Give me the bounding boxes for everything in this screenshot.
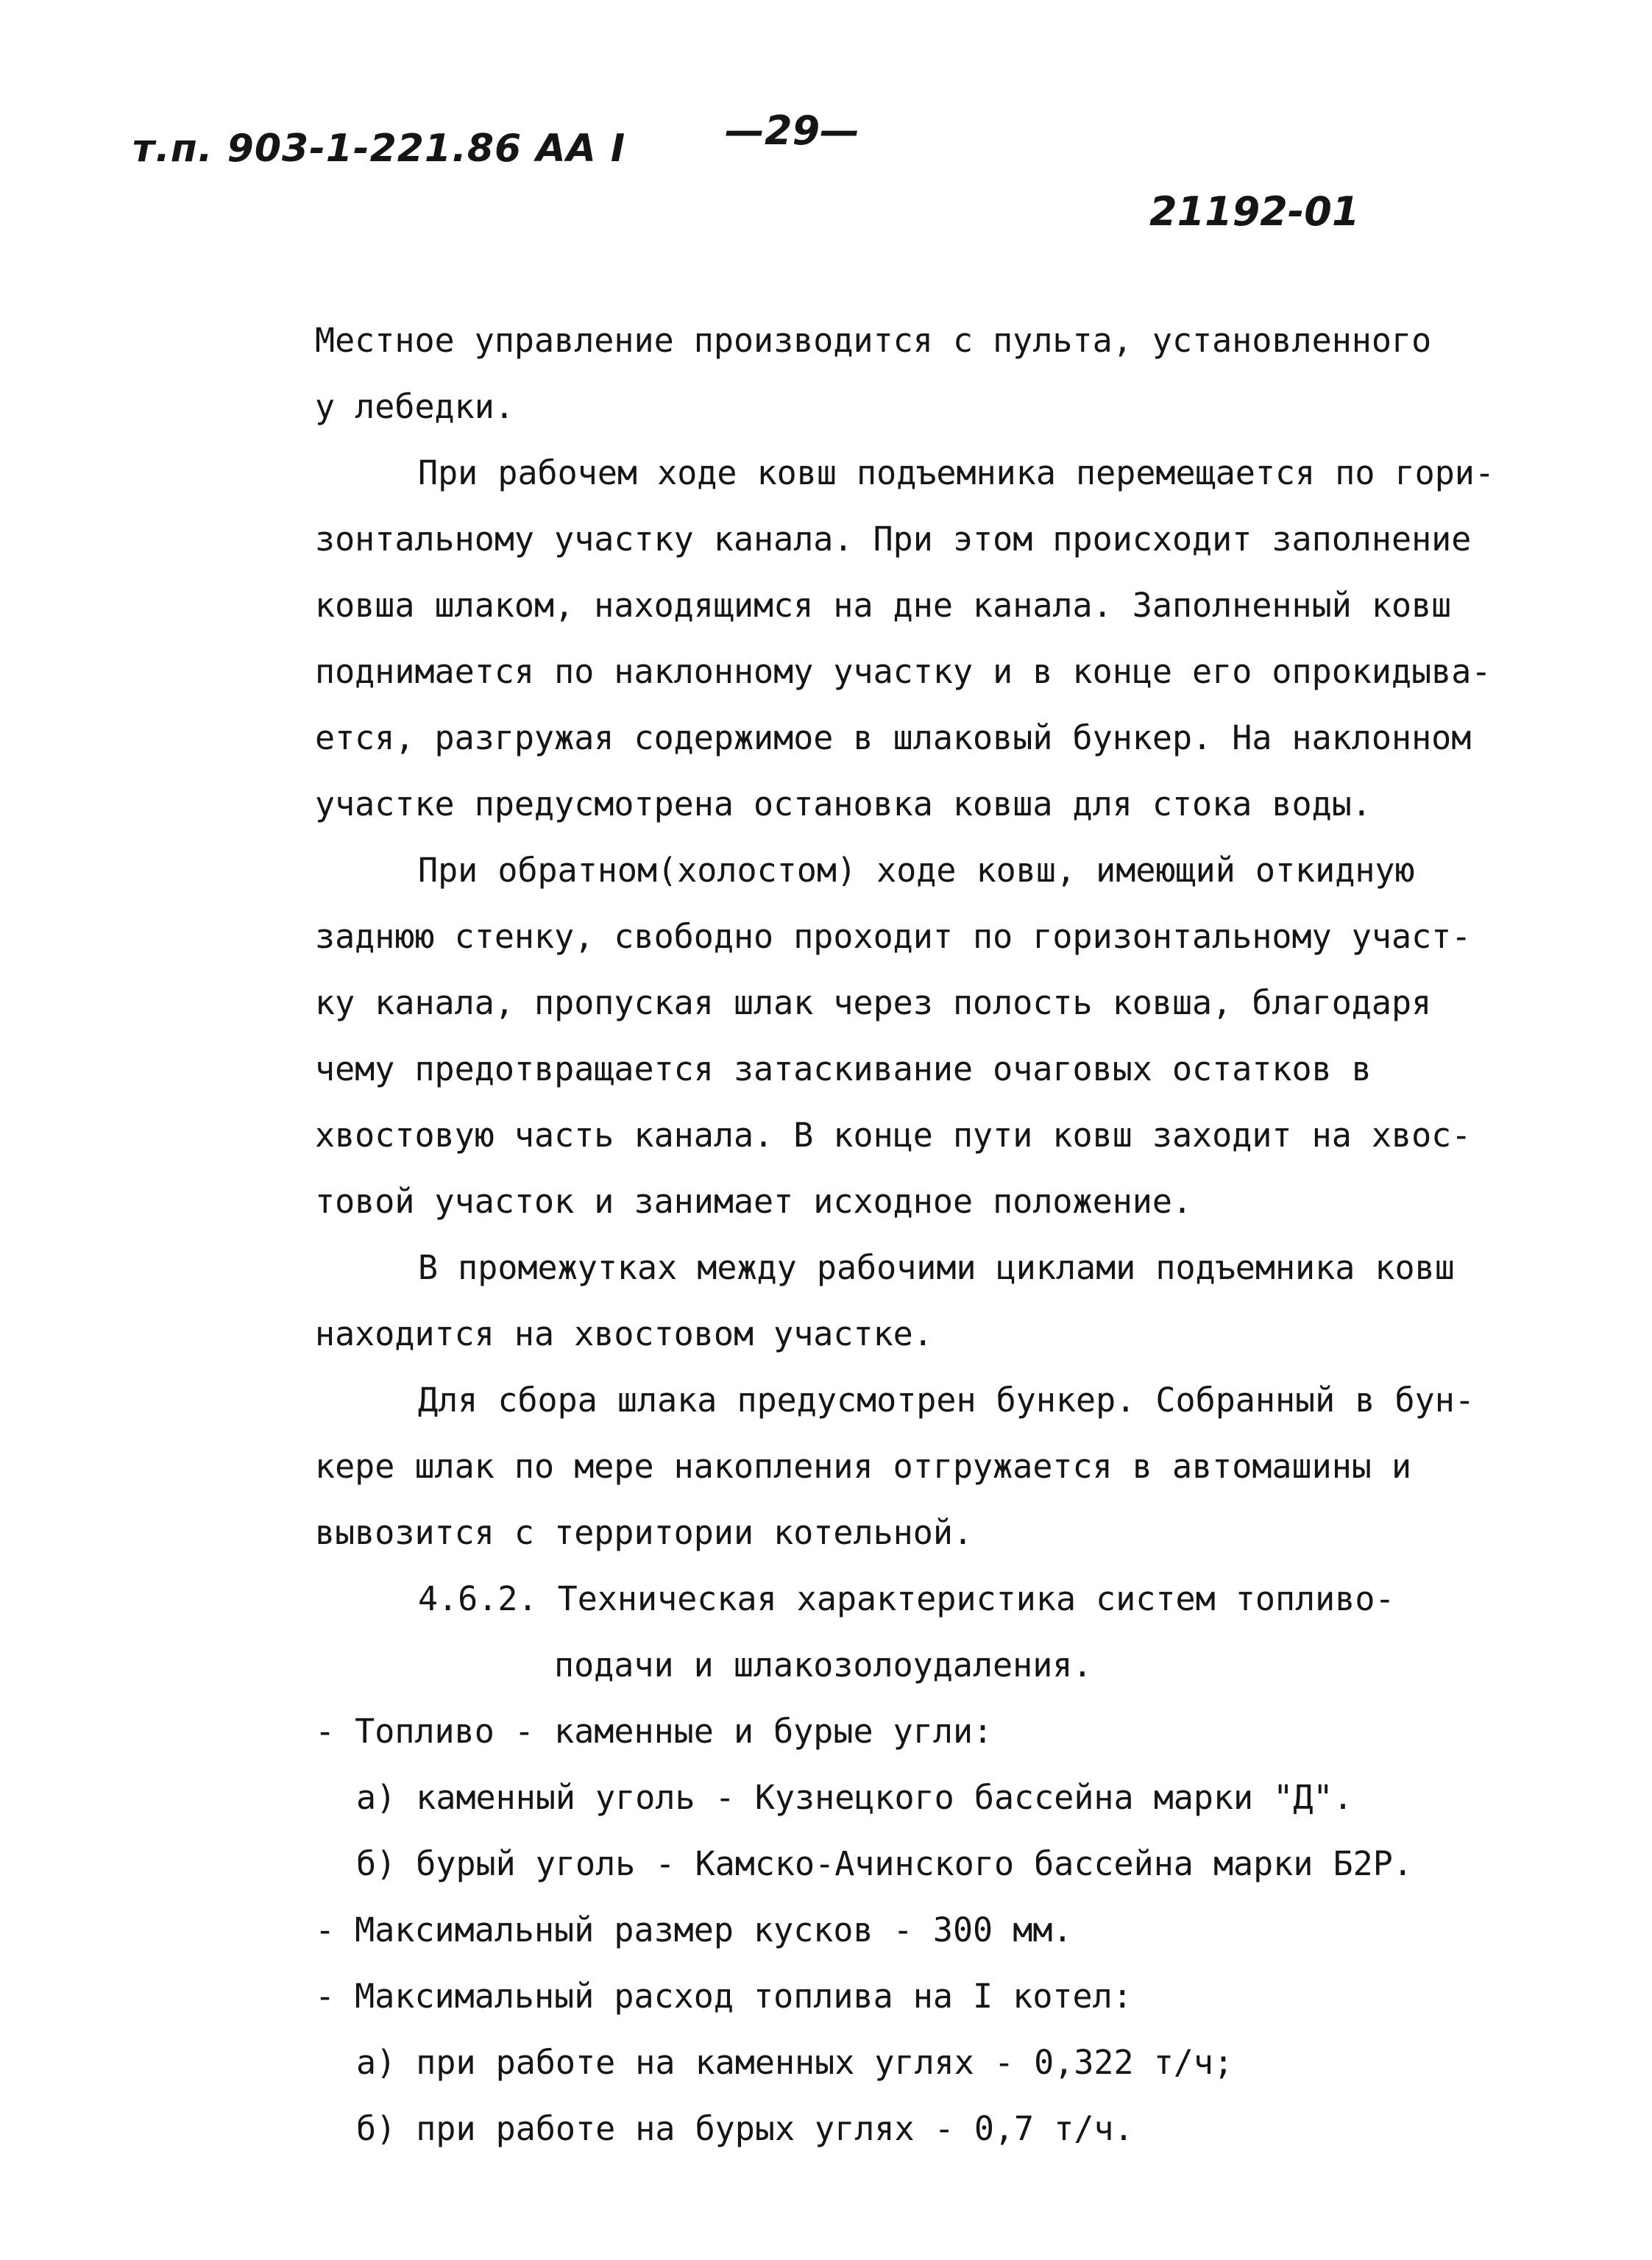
- text-line: зонтальному участку канала. При этом происходит заполнение: [315, 520, 1472, 559]
- text-line: вывозится с территории котельной.: [315, 1513, 974, 1552]
- document-body: [315, 308, 1566, 2162]
- list-item: - Максимальный расход топлива на I котел:: [315, 1977, 1132, 2016]
- document-number: 21192-01: [1149, 188, 1360, 235]
- text-line: заднюю стенку, свободно проходит по горизонтальному участ-: [315, 917, 1472, 956]
- list-item: б) при работе на бурых углях - 0,7 т/ч.: [356, 2109, 1134, 2148]
- text-line: кере шлак по мере накопления отгружается в автомашины и: [315, 1447, 1412, 1486]
- list-item: - Максимальный размер кусков - 300 мм.: [315, 1910, 1073, 1949]
- text-line: участке предусмотрена остановка ковша для стока воды.: [315, 784, 1372, 823]
- text-line: ку канала, пропуская шлак через полость ковша, благодаря: [315, 983, 1432, 1022]
- text-line: хвостовую часть канала. В конце пути ковш заходит на хвос-: [315, 1116, 1472, 1155]
- list-item: а) при работе на каменных углях - 0,322 т/ч;: [356, 2043, 1234, 2082]
- list-item: - Топливо - каменные и бурые угли:: [315, 1712, 993, 1751]
- text-line: Для сбора шлака предусмотрен бункер. Собранный в бун-: [418, 1381, 1475, 1420]
- list-item: а) каменный уголь - Кузнецкого бассейна марки "Д".: [356, 1778, 1353, 1817]
- document-code: т.п. 903-1-221.86 АА I: [132, 127, 626, 171]
- text-line: В промежутках между рабочими циклами подъемника ковш: [418, 1248, 1455, 1287]
- text-line: ется, разгружая содержимое в шлаковый бункер. На наклонном: [315, 718, 1472, 757]
- section-heading: подачи и шлакозолоудаления.: [554, 1646, 1093, 1685]
- text-line: у лебедки.: [315, 387, 514, 426]
- text-line: ковша шлаком, находящимся на дне канала. Заполненный ковш: [315, 586, 1452, 625]
- text-line: поднимается по наклонному участку и в конце его опрокидыва-: [315, 652, 1492, 691]
- text-line: товой участок и занимает исходное положение.: [315, 1182, 1193, 1221]
- text-line: При обратном(холостом) ходе ковш, имеющий откидную: [418, 851, 1415, 890]
- text-line: При рабочем ходе ковш подъемника перемещается по гори-: [418, 453, 1495, 492]
- list-item: б) бурый уголь - Камско-Ачинского бассейна марки Б2Р.: [356, 1844, 1413, 1883]
- page-number: —29—: [725, 107, 860, 154]
- text-line: находится на хвостовом участке.: [315, 1314, 933, 1353]
- text-line: чему предотвращается затаскивание очаговых остатков в: [315, 1049, 1372, 1088]
- text-line: Местное управление производится с пульта, установленного: [315, 321, 1432, 360]
- section-heading: 4.6.2. Техническая характеристика систем топливо-: [418, 1579, 1395, 1618]
